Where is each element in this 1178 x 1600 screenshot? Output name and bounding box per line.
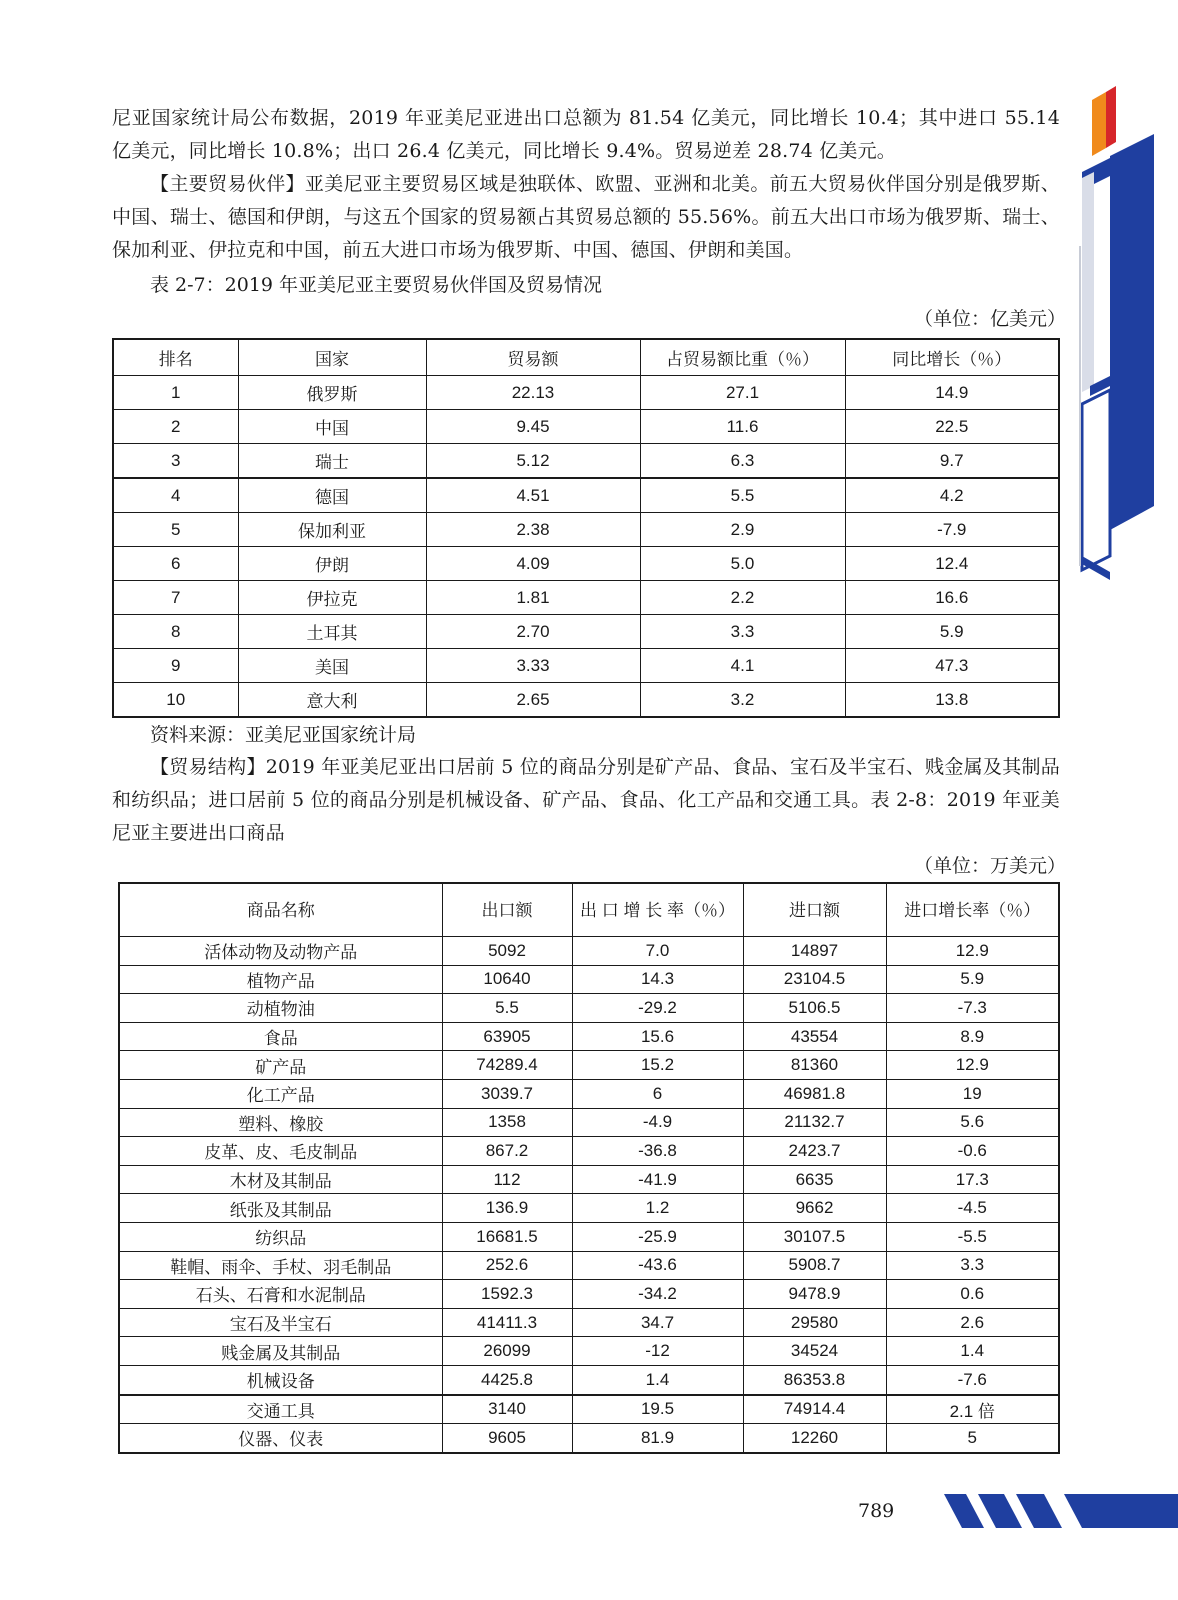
table-row [119, 1280, 1059, 1309]
table-cell: 皮革、皮、毛皮制品 [119, 1137, 442, 1166]
table-cell: 9.7 [845, 444, 1059, 479]
table-cell: 27.1 [640, 376, 845, 410]
table-cell: 美国 [238, 649, 426, 683]
table-cell: 石头、石膏和水泥制品 [119, 1280, 442, 1309]
table-cell: 意大利 [238, 683, 426, 718]
table-cell: 7 [113, 581, 238, 615]
trade-structure-paragraph: 【贸易结构】2019 年亚美尼亚出口居前 5 位的商品分别是矿产品、食品、宝石及半宝石、贱金属及其制品和纺织品；进口居前 5 位的商品分别是机械设备、矿产品、食品、化工产品和交通工具。表 2-8：2019 年亚美尼亚主要进出口商品 [112, 756, 1060, 844]
table-cell: 纸张及其制品 [119, 1194, 442, 1223]
table-cell: 5.12 [426, 444, 640, 479]
commodities-table [118, 882, 1060, 1454]
table-cell: 仪器、仪表 [119, 1424, 442, 1453]
table-cell: 6 [113, 547, 238, 581]
table-row [119, 1051, 1059, 1080]
table-cell: 贱金属及其制品 [119, 1337, 442, 1366]
table-cell: 5.9 [886, 965, 1059, 994]
table1-source: 资料来源：亚美尼亚国家统计局 [150, 724, 417, 746]
table1-unit: （单位：亿美元） [913, 308, 1066, 330]
table-cell: 8.9 [886, 1022, 1059, 1051]
table-cell: 鞋帽、雨伞、手杖、羽毛制品 [119, 1251, 442, 1280]
table-cell: 土耳其 [238, 615, 426, 649]
table-cell: 46981.8 [743, 1079, 886, 1108]
table-cell: 5.9 [845, 615, 1059, 649]
table-cell: 17.3 [886, 1165, 1059, 1194]
table-cell: 5 [113, 513, 238, 547]
table-cell: 矿产品 [119, 1051, 442, 1080]
table-header-row [119, 883, 1059, 937]
table-cell: -4.9 [572, 1108, 743, 1137]
table-cell: 5092 [442, 937, 572, 966]
table-cell: 13.8 [845, 683, 1059, 718]
column-header: 商品名称 [119, 883, 442, 937]
table-cell: -36.8 [572, 1137, 743, 1166]
table-cell: 宝石及半宝石 [119, 1308, 442, 1337]
table-row [113, 444, 1059, 479]
table-cell: 3140 [442, 1395, 572, 1424]
table-cell: 俄罗斯 [238, 376, 426, 410]
table-row [119, 1194, 1059, 1223]
table-cell: 5908.7 [743, 1251, 886, 1280]
table-cell: 23104.5 [743, 965, 886, 994]
table-cell: 伊拉克 [238, 581, 426, 615]
table-cell: 4.51 [426, 478, 640, 513]
table-cell: 41411.3 [442, 1308, 572, 1337]
table-cell: 4425.8 [442, 1365, 572, 1394]
table-row [119, 1222, 1059, 1251]
table-cell: 机械设备 [119, 1365, 442, 1394]
table-cell: 瑞士 [238, 444, 426, 479]
table-cell: 2.1 倍 [886, 1395, 1059, 1424]
table-cell: 2 [113, 410, 238, 444]
table-cell: 德国 [238, 478, 426, 513]
table-row [119, 1251, 1059, 1280]
table-cell: 16681.5 [442, 1222, 572, 1251]
page-number: 789 [858, 1500, 895, 1522]
table-cell: -41.9 [572, 1165, 743, 1194]
table-cell: 43554 [743, 1022, 886, 1051]
table-cell: 中国 [238, 410, 426, 444]
table-row [119, 994, 1059, 1023]
table-row [119, 1424, 1059, 1453]
table-row [113, 683, 1059, 718]
table-cell: 2.70 [426, 615, 640, 649]
table-row [113, 478, 1059, 513]
column-header: 贸易额 [426, 339, 640, 376]
table-cell: -7.3 [886, 994, 1059, 1023]
table-cell: -29.2 [572, 994, 743, 1023]
table-cell: 塑料、橡胶 [119, 1108, 442, 1137]
table-row [119, 965, 1059, 994]
table-cell: 3.2 [640, 683, 845, 718]
column-header: 出口额 [442, 883, 572, 937]
table-row [113, 649, 1059, 683]
column-header: 国家 [238, 339, 426, 376]
table-row [119, 937, 1059, 966]
table-cell: 5.6 [886, 1108, 1059, 1137]
table-cell: 动植物油 [119, 994, 442, 1023]
table-cell: 15.6 [572, 1022, 743, 1051]
table-row [119, 1108, 1059, 1137]
table1-caption: 表 2-7：2019 年亚美尼亚主要贸易伙伴国及贸易情况 [150, 274, 603, 296]
table-row [113, 513, 1059, 547]
table-row [119, 1165, 1059, 1194]
table-header-row [113, 339, 1059, 376]
table-cell: 4.2 [845, 478, 1059, 513]
table-cell: 19 [886, 1079, 1059, 1108]
table-cell: 5 [886, 1424, 1059, 1453]
column-header: 进口增长率（％） [886, 883, 1059, 937]
column-header: 占贸易额比重（％） [640, 339, 845, 376]
table-cell: 6.3 [640, 444, 845, 479]
table-row [119, 1079, 1059, 1108]
table-cell: 34524 [743, 1337, 886, 1366]
table-cell: 5.5 [442, 994, 572, 1023]
table-cell: 12.4 [845, 547, 1059, 581]
table-row [119, 1337, 1059, 1366]
table-cell: 4.1 [640, 649, 845, 683]
table-cell: 81.9 [572, 1424, 743, 1453]
table-cell: 63905 [442, 1022, 572, 1051]
trade-partners-table [112, 338, 1060, 718]
table-cell: 112 [442, 1165, 572, 1194]
table-cell: 9478.9 [743, 1280, 886, 1309]
table-cell: 47.3 [845, 649, 1059, 683]
table-cell: 纺织品 [119, 1222, 442, 1251]
table-cell: 2.65 [426, 683, 640, 718]
table-cell: 植物产品 [119, 965, 442, 994]
table-cell: 14897 [743, 937, 886, 966]
table-cell: 活体动物及动物产品 [119, 937, 442, 966]
column-header: 出 口 增 长 率（％） [572, 883, 743, 937]
table-row [113, 410, 1059, 444]
column-header: 排名 [113, 339, 238, 376]
table-cell: 16.6 [845, 581, 1059, 615]
table-cell: -12 [572, 1337, 743, 1366]
table-cell: 5.0 [640, 547, 845, 581]
table-cell: 74914.4 [743, 1395, 886, 1424]
table-cell: -34.2 [572, 1280, 743, 1309]
table-row [113, 581, 1059, 615]
table-cell: -25.9 [572, 1222, 743, 1251]
table-cell: 1.2 [572, 1194, 743, 1223]
table-cell: 1 [113, 376, 238, 410]
intro-paragraph: 尼亚国家统计局公布数据，2019 年亚美尼亚进出口总额为 81.54 亿美元，同比增长 10.4；其中进口 55.14 亿美元，同比增长 10.8%；出口 26.4 亿美元，同比增长 9.4%。贸易逆差 28.74 亿美元。 [112, 107, 1060, 162]
table-cell: -5.5 [886, 1222, 1059, 1251]
table-cell: 2.6 [886, 1308, 1059, 1337]
table-cell: 867.2 [442, 1137, 572, 1166]
table-cell: 14.9 [845, 376, 1059, 410]
table2-unit: （单位：万美元） [913, 855, 1066, 877]
table-cell: 伊朗 [238, 547, 426, 581]
table-cell: -7.9 [845, 513, 1059, 547]
table-cell: 4.09 [426, 547, 640, 581]
table-row [119, 1137, 1059, 1166]
table-cell: 1358 [442, 1108, 572, 1137]
table-cell: -0.6 [886, 1137, 1059, 1166]
table-cell: 30107.5 [743, 1222, 886, 1251]
table-cell: 12.9 [886, 937, 1059, 966]
table-cell: 9662 [743, 1194, 886, 1223]
table-cell: 2.9 [640, 513, 845, 547]
table-cell: 3 [113, 444, 238, 479]
table-cell: 6635 [743, 1165, 886, 1194]
table-cell: 19.5 [572, 1395, 743, 1424]
table-cell: 2.2 [640, 581, 845, 615]
table-cell: 21132.7 [743, 1108, 886, 1137]
table-cell: 3.3 [886, 1251, 1059, 1280]
table-cell: 34.7 [572, 1308, 743, 1337]
table-cell: 7.0 [572, 937, 743, 966]
table-cell: 保加利亚 [238, 513, 426, 547]
trade-partners-paragraph: 【主要贸易伙伴】亚美尼亚主要贸易区域是独联体、欧盟、亚洲和北美。前五大贸易伙伴国分别是俄罗斯、中国、瑞士、德国和伊朗，与这五个国家的贸易额占其贸易总额的 55.56%。前五大出口市场为俄罗斯、瑞士、保加利亚、伊拉克和中国，前五大进口市场为俄罗斯、中国、德国、伊朗和美国。 [112, 173, 1060, 261]
table-cell: 1.81 [426, 581, 640, 615]
table-cell: 1.4 [886, 1337, 1059, 1366]
table-cell: 5.5 [640, 478, 845, 513]
table-cell: -7.6 [886, 1365, 1059, 1394]
table-cell: 11.6 [640, 410, 845, 444]
table-row [113, 547, 1059, 581]
table-cell: 22.5 [845, 410, 1059, 444]
table-cell: 10640 [442, 965, 572, 994]
table-cell: 4 [113, 478, 238, 513]
table-cell: 86353.8 [743, 1365, 886, 1394]
table-cell: -43.6 [572, 1251, 743, 1280]
table-cell: 1.4 [572, 1365, 743, 1394]
table-cell: 12260 [743, 1424, 886, 1453]
decorative-side-stripes [1076, 86, 1178, 586]
table-row [119, 1395, 1059, 1424]
table-row [119, 1022, 1059, 1051]
table-row [113, 615, 1059, 649]
column-header: 同比增长（％） [845, 339, 1059, 376]
table-cell: 3.33 [426, 649, 640, 683]
table-cell: 2.38 [426, 513, 640, 547]
table-cell: 10 [113, 683, 238, 718]
column-header: 进口额 [743, 883, 886, 937]
decorative-bottom-stripes [944, 1492, 1178, 1532]
table-cell: 22.13 [426, 376, 640, 410]
table-cell: 9 [113, 649, 238, 683]
table-cell: 12.9 [886, 1051, 1059, 1080]
table-cell: 15.2 [572, 1051, 743, 1080]
table-cell: 9605 [442, 1424, 572, 1453]
table-cell: 136.9 [442, 1194, 572, 1223]
table-cell: 29580 [743, 1308, 886, 1337]
table-cell: 74289.4 [442, 1051, 572, 1080]
table-cell: 8 [113, 615, 238, 649]
table-cell: 化工产品 [119, 1079, 442, 1108]
table-cell: 食品 [119, 1022, 442, 1051]
table-row [119, 1365, 1059, 1394]
table-cell: 81360 [743, 1051, 886, 1080]
table-row [119, 1308, 1059, 1337]
table-cell: 6 [572, 1079, 743, 1108]
table-cell: 252.6 [442, 1251, 572, 1280]
table-cell: 0.6 [886, 1280, 1059, 1309]
table-cell: 1592.3 [442, 1280, 572, 1309]
table-row [113, 376, 1059, 410]
table-cell: -4.5 [886, 1194, 1059, 1223]
table-cell: 26099 [442, 1337, 572, 1366]
table-cell: 3039.7 [442, 1079, 572, 1108]
table-cell: 14.3 [572, 965, 743, 994]
table-cell: 3.3 [640, 615, 845, 649]
table-cell: 2423.7 [743, 1137, 886, 1166]
table-cell: 9.45 [426, 410, 640, 444]
table-cell: 交通工具 [119, 1395, 442, 1424]
table-cell: 5106.5 [743, 994, 886, 1023]
table-cell: 木材及其制品 [119, 1165, 442, 1194]
